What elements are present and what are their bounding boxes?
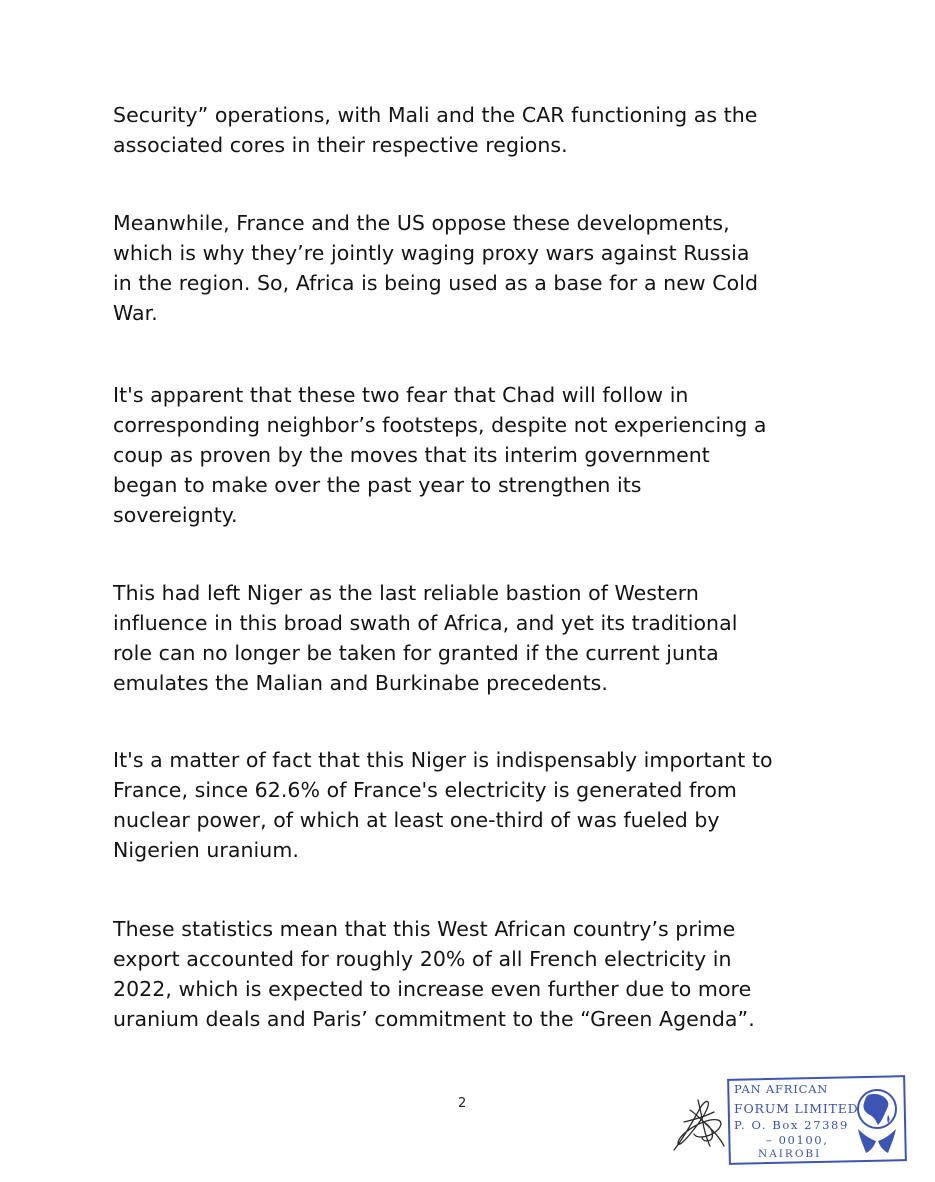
body-paragraph: Meanwhile, France and the US oppose these developments, which is why they’re jointly waging proxy wars against Russia in the region. So, Africa is being used as a base for a new Cold War. xyxy=(113,211,759,325)
signature-icon xyxy=(668,1092,730,1156)
body-paragraph: Security” operations, with Mali and the CAR functioning as the associated cores in their respective regions. xyxy=(113,103,758,157)
stamp-line: P. O. Box 27389 xyxy=(734,1118,849,1132)
stamp-line: – 00100, xyxy=(766,1133,829,1147)
body-paragraph: It's apparent that these two fear that Chad will follow in corresponding neighbor’s footsteps, despite not experiencing a coup as proven by the moves that its interim government began to make over the past year to strengthen its sovereignty. xyxy=(113,383,767,527)
body-paragraph: This had left Niger as the last reliable bastion of Western influence in this broad swath of Africa, and yet its traditional role can no longer be taken for granted if the current junta emulates the Malian and Burkinabe precedents. xyxy=(113,581,738,695)
page-number: 2 xyxy=(458,1096,467,1111)
stamp-line: FORUM LIMITED xyxy=(734,1101,859,1116)
stamp-line: NAIROBI xyxy=(758,1148,822,1160)
africa-globe-icon xyxy=(850,1085,904,1157)
body-paragraph: These statistics mean that this West African country’s prime export accounted for roughly 20% of all French electricity in 2022, which is expected to increase even further due to more uranium deals and Paris’ commitment to the “Green Agenda”. xyxy=(113,917,755,1031)
body-paragraph: It's a matter of fact that this Niger is indispensably important to France, since 62.6% of France's electricity is generated from nuclear power, of which at least one-third of was fueled by Nigerien uranium. xyxy=(113,748,773,862)
company-stamp xyxy=(728,1077,908,1163)
stamp-line: PAN AFRICAN xyxy=(734,1082,829,1096)
